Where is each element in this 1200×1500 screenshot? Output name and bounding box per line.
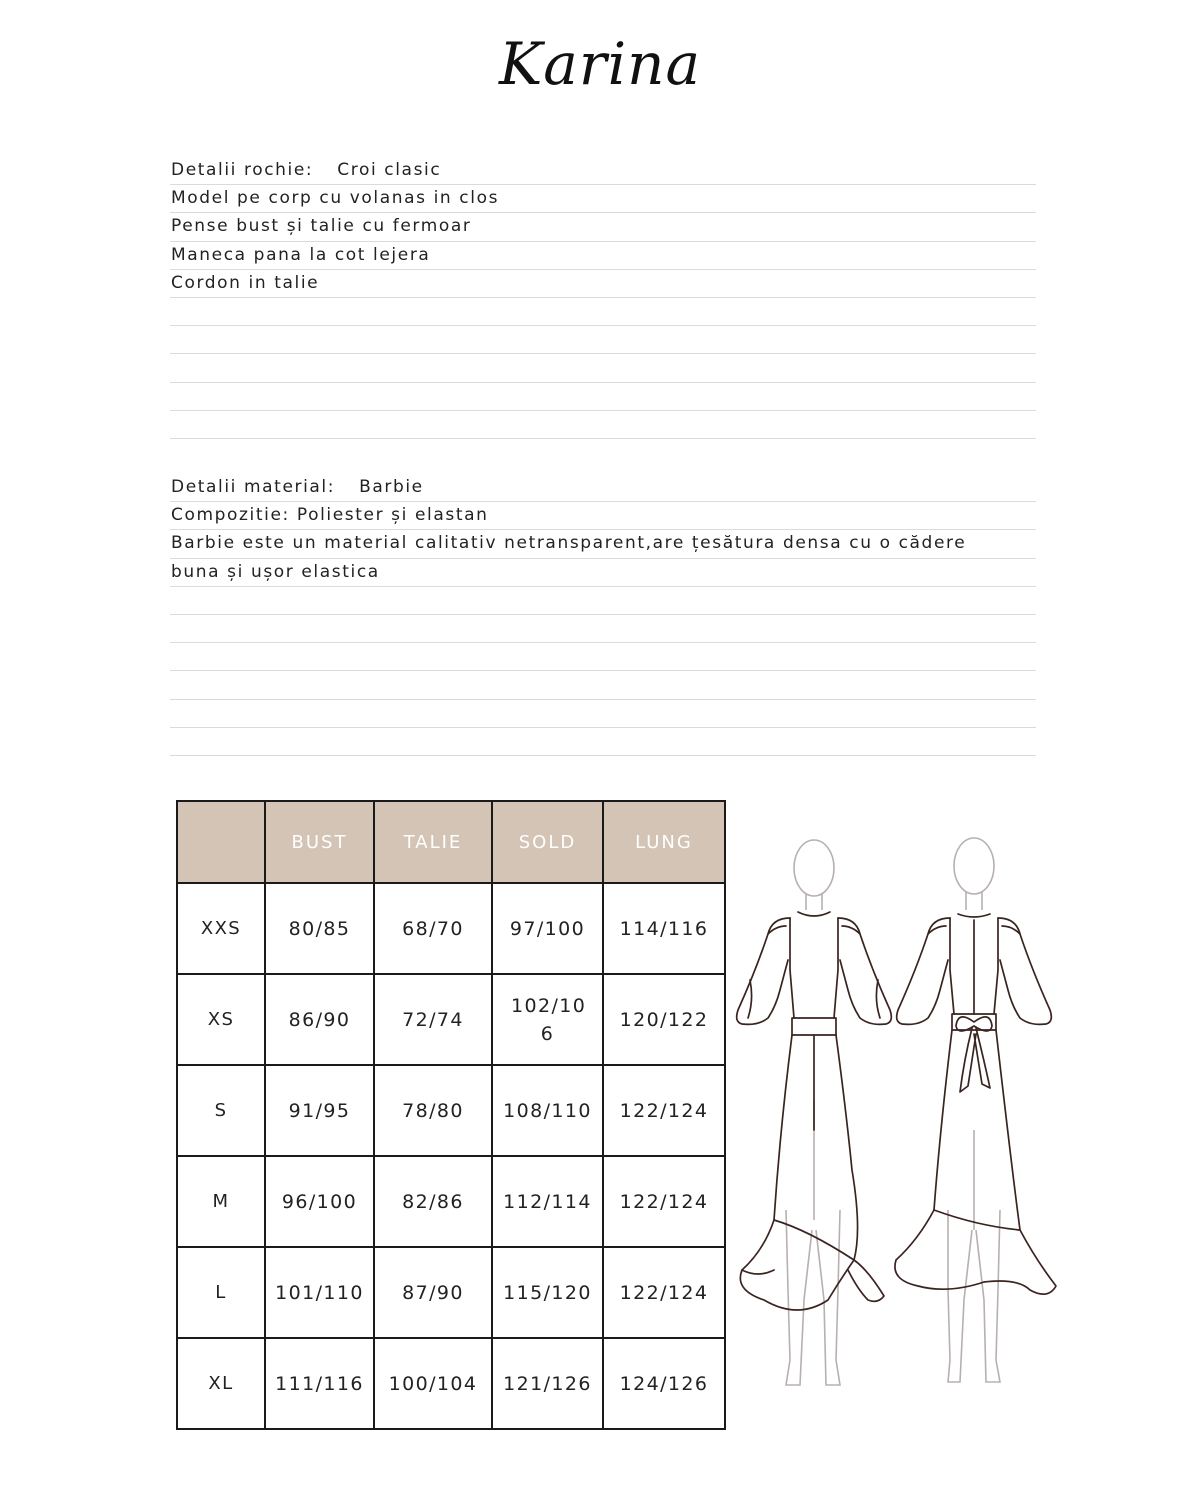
bust-cell: 96/100 (265, 1156, 374, 1247)
talie-cell: 82/86 (374, 1156, 492, 1247)
blank-line (170, 326, 1036, 354)
sold-cell: 108/110 (492, 1065, 603, 1156)
size-cell: XL (177, 1338, 265, 1429)
blank-line (170, 728, 1036, 756)
sold-cell: 102/10 6 (492, 974, 603, 1065)
table-row (177, 1065, 725, 1156)
table-row (177, 1156, 725, 1247)
bust-cell: 111/116 (265, 1338, 374, 1429)
talie-cell: 87/90 (374, 1247, 492, 1338)
header-talie: TALIE (374, 801, 492, 883)
lung-cell: 124/126 (603, 1338, 725, 1429)
bust-cell: 80/85 (265, 883, 374, 974)
dress-details-value: Croi clasic (337, 160, 442, 180)
material-detail-line: buna și ușor elastica (170, 559, 1036, 587)
sold-cell: 121/126 (492, 1338, 603, 1429)
lung-cell: 122/124 (603, 1156, 725, 1247)
size-cell: S (177, 1065, 265, 1156)
blank-line (170, 298, 1036, 326)
dress-details-label: Detalii rochie: (171, 160, 314, 180)
size-cell: M (177, 1156, 265, 1247)
sold-cell: 97/100 (492, 883, 603, 974)
material-details-label: Detalii material: (171, 477, 336, 497)
lung-cell: 114/116 (603, 883, 725, 974)
material-details-value: Barbie (359, 477, 424, 497)
sold-cell: 112/114 (492, 1156, 603, 1247)
bust-cell: 91/95 (265, 1065, 374, 1156)
blank-line (170, 587, 1036, 615)
blank-line (170, 383, 1036, 411)
size-cell: L (177, 1247, 265, 1338)
header-bust: BUST (265, 801, 374, 883)
talie-cell: 100/104 (374, 1338, 492, 1429)
lung-cell: 120/122 (603, 974, 725, 1065)
dress-detail-line: Maneca pana la cot lejera (170, 242, 1036, 270)
material-details-section (170, 474, 1036, 756)
page-title: Karina (498, 30, 702, 98)
talie-cell: 68/70 (374, 883, 492, 974)
table-row (177, 974, 725, 1065)
size-chart-table (176, 800, 726, 1430)
header-empty-cell (177, 801, 265, 883)
dress-detail-line: Pense bust și talie cu fermoar (170, 213, 1036, 241)
dress-back-sketch-icon (895, 838, 1056, 1382)
size-cell: XXS (177, 883, 265, 974)
material-detail-line: Barbie este un material calitativ netransparent,are țesătura densa cu o cădere (170, 530, 1036, 558)
lung-cell: 122/124 (603, 1247, 725, 1338)
material-detail-line: Compozitie: Poliester și elastan (170, 502, 1036, 530)
bust-cell: 101/110 (265, 1247, 374, 1338)
dress-front-sketch-icon (737, 840, 892, 1385)
header-lung: LUNG (603, 801, 725, 883)
blank-line (170, 354, 1036, 382)
blank-line (170, 700, 1036, 728)
table-row (177, 1338, 725, 1429)
size-cell: XS (177, 974, 265, 1065)
blank-line (170, 643, 1036, 671)
lung-cell: 122/124 (603, 1065, 725, 1156)
bust-cell: 86/90 (265, 974, 374, 1065)
dress-illustration (728, 830, 1078, 1400)
dress-details-section (170, 157, 1036, 439)
blank-line (170, 615, 1036, 643)
talie-cell: 72/74 (374, 974, 492, 1065)
sold-cell: 115/120 (492, 1247, 603, 1338)
table-row (177, 1247, 725, 1338)
table-row (177, 883, 725, 974)
dress-detail-line: Cordon in talie (170, 270, 1036, 298)
blank-line (170, 411, 1036, 439)
dress-detail-line: Model pe corp cu volanas in clos (170, 185, 1036, 213)
material-details-heading-line (170, 474, 1036, 502)
dress-details-heading-line (170, 157, 1036, 185)
size-chart-header-row (177, 801, 725, 883)
header-sold: SOLD (492, 801, 603, 883)
talie-cell: 78/80 (374, 1065, 492, 1156)
blank-line (170, 671, 1036, 699)
